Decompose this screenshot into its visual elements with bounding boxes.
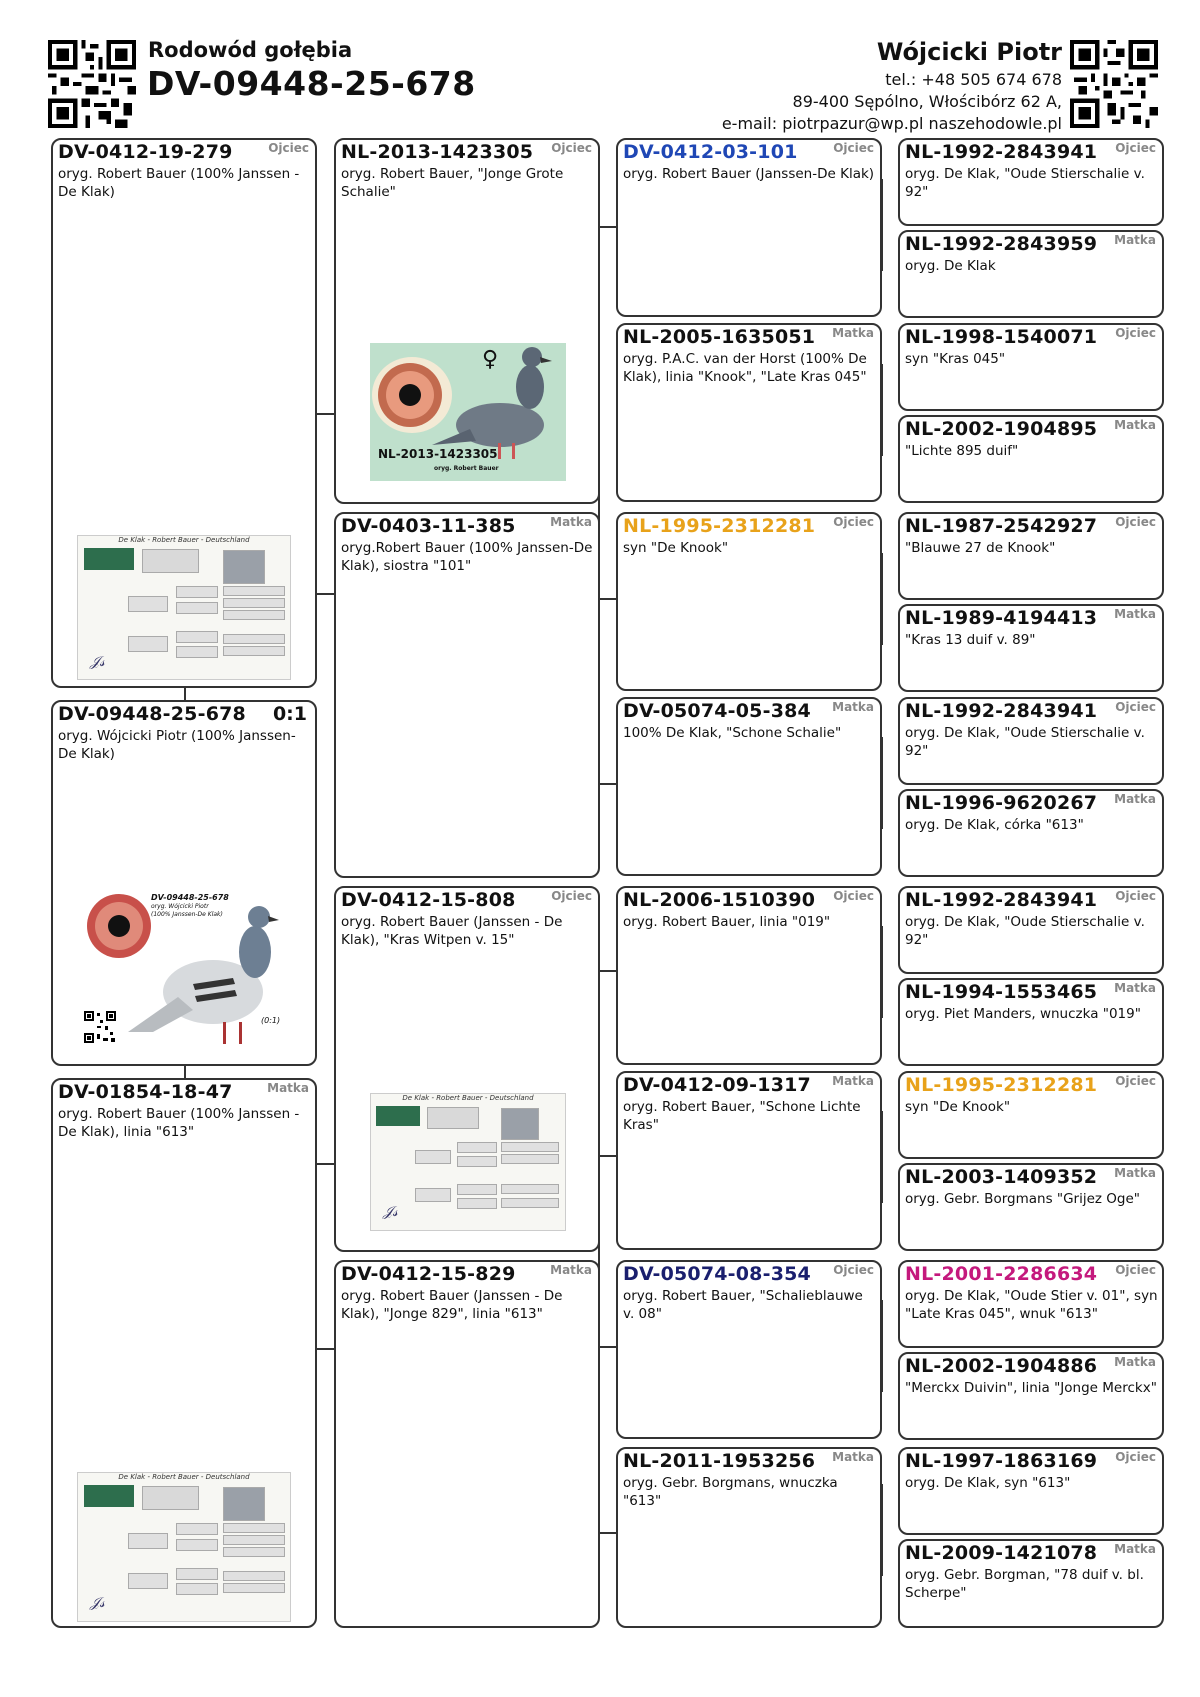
sex-label: Matka — [1114, 418, 1156, 432]
pedigree-card-g4-15[interactable] — [898, 1447, 1164, 1535]
pigeon-description: oryg. De Klak — [905, 258, 996, 274]
pigeon-description: oryg. De Klak, syn "613" — [905, 1475, 1071, 1491]
pigeon-description: oryg. Robert Bauer, "Schalieblauwe v. 08" — [623, 1288, 863, 1322]
ring-number: NL-2002-1904895 — [905, 418, 1098, 440]
owner-name: Wójcicki Piotr — [876, 38, 1062, 66]
ring-number: NL-1997-1863169 — [905, 1450, 1098, 1472]
subject-ring-heading: DV-09448-25-678 — [147, 64, 476, 103]
photo-owner-caption: oryg. Robert Bauer — [434, 465, 499, 472]
pedigree-certificate-image: De Klak - Robert Bauer - Deutschland 𝒥𝓈 — [370, 1093, 566, 1231]
photo-line-caption: (100% Janssen-De Klak) — [151, 911, 223, 918]
photo-ring-caption: DV-09448-25-678 — [151, 893, 229, 902]
sex-label: Ojciec — [1115, 141, 1156, 155]
ring-number: NL-2013-1423305 — [341, 141, 534, 163]
ring-number: NL-2001-2286634 — [905, 1263, 1098, 1285]
ring-number: DV-0412-03-101 — [623, 141, 798, 163]
owner-address: 89-400 Sępólno, Włościbórz 62 A, — [792, 92, 1062, 111]
pedigree-card-g4-4[interactable] — [898, 415, 1164, 503]
document-title: Rodowód gołębia — [148, 38, 353, 62]
pigeon-description: syn "De Knook" — [623, 540, 729, 556]
pedigree-card-g4-2[interactable] — [898, 230, 1164, 318]
pigeon-description: "Blauwe 27 de Knook" — [905, 540, 1056, 556]
pigeon-description: oryg. Piet Manders, wnuczka "019" — [905, 1006, 1141, 1022]
ring-number: DV-0412-19-279 — [58, 141, 233, 163]
pedigree-card-g4-13[interactable] — [898, 1260, 1164, 1348]
pedigree-card-g4-5[interactable] — [898, 512, 1164, 600]
sex-label: Ojciec — [1115, 326, 1156, 340]
pigeon-description: oryg. De Klak, "Oude Stierschalie v. 92" — [905, 725, 1145, 759]
ring-number: NL-2002-1904886 — [905, 1355, 1098, 1377]
sex-label: Matka — [267, 1081, 309, 1095]
score-label: 0:1 — [272, 703, 307, 725]
ring-number: NL-2011-1953256 — [623, 1450, 816, 1472]
pedigree-card-g3-5[interactable] — [616, 886, 882, 1065]
sex-label: Matka — [1114, 1542, 1156, 1556]
pedigree-card-g3-1[interactable] — [616, 138, 882, 317]
ring-number: NL-2005-1635051 — [623, 326, 816, 348]
pedigree-card-sire[interactable] — [51, 138, 317, 688]
pedigree-card-g2-1[interactable] — [334, 138, 600, 504]
pigeon-description: oryg. Gebr. Borgman, "78 duif v. bl. Scherpe" — [905, 1567, 1144, 1601]
pigeon-description: "Kras 13 duif v. 89" — [905, 632, 1036, 648]
sex-label: Matka — [1114, 1355, 1156, 1369]
pedigree-card-g2-4[interactable] — [334, 1260, 600, 1628]
ring-number: NL-2006-1510390 — [623, 889, 816, 911]
sex-label: Ojciec — [1115, 700, 1156, 714]
sex-label: Ojciec — [1115, 1263, 1156, 1277]
photo-score-caption: (0:1) — [261, 1016, 281, 1025]
pigeon-description: oryg. De Klak, "Oude Stierschalie v. 92" — [905, 914, 1145, 948]
pedigree-card-subject[interactable] — [51, 700, 317, 1066]
pedigree-card-dam[interactable] — [51, 1078, 317, 1628]
pigeon-description: oryg. Robert Bauer (Janssen-De Klak) — [623, 166, 875, 182]
sex-label: Ojciec — [1115, 1074, 1156, 1088]
sex-label: Ojciec — [268, 141, 309, 155]
pigeon-description: oryg. Robert Bauer (100% Janssen - De Klak) — [58, 166, 300, 200]
pigeon-description: oryg. P.A.C. van der Horst (100% De Klak), linia "Knook", "Late Kras 045" — [623, 351, 867, 385]
sex-label: Ojciec — [833, 141, 874, 155]
pedigree-card-g4-6[interactable] — [898, 604, 1164, 692]
pigeon-description: oryg. De Klak, "Oude Stier v. 01", syn "Late Kras 045", wnuk "613" — [905, 1288, 1158, 1322]
sex-label: Ojciec — [551, 889, 592, 903]
pedigree-card-g2-2[interactable] — [334, 512, 600, 878]
ring-number: DV-0412-15-829 — [341, 1263, 516, 1285]
owner-phone: tel.: +48 505 674 678 — [885, 70, 1062, 89]
ring-number: NL-2009-1421078 — [905, 1542, 1098, 1564]
pigeon-description: oryg. Gebr. Borgmans "Grijez Oge" — [905, 1191, 1141, 1207]
pedigree-card-g3-3[interactable] — [616, 512, 882, 691]
ring-number: DV-0412-09-1317 — [623, 1074, 811, 1096]
pedigree-card-g4-16[interactable] — [898, 1539, 1164, 1628]
sex-label: Matka — [832, 1450, 874, 1464]
pedigree-card-g2-3[interactable] — [334, 886, 600, 1252]
sex-label: Ojciec — [1115, 889, 1156, 903]
sex-label: Matka — [1114, 1166, 1156, 1180]
owner-email: e-mail: piotrpazur@wp.pl naszehodowle.pl — [721, 114, 1062, 133]
ring-number: NL-1998-1540071 — [905, 326, 1098, 348]
sex-label: Matka — [1114, 792, 1156, 806]
pedigree-card-g4-8[interactable] — [898, 789, 1164, 877]
pigeon-description: oryg. Robert Bauer, linia "019" — [623, 914, 831, 930]
pedigree-card-g4-7[interactable] — [898, 697, 1164, 785]
pigeon-description: syn "De Knook" — [905, 1099, 1011, 1115]
pigeon-description: oryg. Wójcicki Piotr (100% Janssen-De Klak) — [58, 728, 296, 762]
qr-code-icon — [1070, 40, 1158, 128]
pigeon-description: "Merckx Duivin", linia "Jonge Merckx" — [905, 1380, 1157, 1396]
ring-number: NL-1992-2843941 — [905, 141, 1098, 163]
pedigree-card-g4-14[interactable] — [898, 1352, 1164, 1440]
ring-number: NL-1992-2843941 — [905, 700, 1098, 722]
pedigree-card-g3-6[interactable] — [616, 1071, 882, 1250]
female-symbol: ♀ — [482, 347, 499, 372]
sex-label: Matka — [832, 326, 874, 340]
pigeon-description: oryg. De Klak, córka "613" — [905, 817, 1084, 833]
ring-number: NL-1992-2843941 — [905, 889, 1098, 911]
ring-number: NL-2003-1409352 — [905, 1166, 1098, 1188]
pigeon-description: syn "Kras 045" — [905, 351, 1006, 367]
pigeon-description: oryg. De Klak, "Oude Stierschalie v. 92" — [905, 166, 1145, 200]
pigeon-description: 100% De Klak, "Schone Schalie" — [623, 725, 842, 741]
ring-number: NL-1987-2542927 — [905, 515, 1098, 537]
pedigree-certificate-image: De Klak - Robert Bauer - Deutschland 𝒥𝓈 — [77, 1472, 291, 1622]
sex-label: Matka — [1114, 607, 1156, 621]
qr-code-icon — [48, 40, 136, 128]
photo-owner-caption: oryg. Wójcicki Piotr — [151, 903, 209, 910]
pedigree-card-g4-11[interactable] — [898, 1071, 1164, 1159]
sex-label: Matka — [550, 1263, 592, 1277]
ring-number: NL-1996-9620267 — [905, 792, 1098, 814]
pigeon-description: "Lichte 895 duif" — [905, 443, 1019, 459]
sex-label: Ojciec — [833, 515, 874, 529]
sex-label: Matka — [832, 1074, 874, 1088]
pedigree-certificate-image: De Klak - Robert Bauer - Deutschland 𝒥𝓈 — [77, 535, 291, 680]
ring-number: DV-01854-18-47 — [58, 1081, 233, 1103]
photo-ring-caption: NL-2013-1423305 — [378, 447, 498, 461]
pigeon-description: oryg. Robert Bauer (100% Janssen - De Klak), linia "613" — [58, 1106, 300, 1140]
pigeon-description: oryg. Robert Bauer (Janssen - De Klak), "Jonge 829", linia "613" — [341, 1288, 563, 1322]
pigeon-photo — [370, 343, 566, 481]
pedigree-card-g4-12[interactable] — [898, 1163, 1164, 1251]
pedigree-card-g4-3[interactable] — [898, 323, 1164, 411]
pigeon-description: oryg. Gebr. Borgmans, wnuczka "613" — [623, 1475, 838, 1509]
sex-label: Matka — [832, 700, 874, 714]
sex-label: Matka — [1114, 233, 1156, 247]
ring-number: NL-1994-1553465 — [905, 981, 1098, 1003]
ring-number: NL-1992-2843959 — [905, 233, 1098, 255]
pedigree-card-g4-9[interactable] — [898, 886, 1164, 974]
ring-number: DV-09448-25-678 — [58, 703, 246, 725]
ring-number: DV-0403-11-385 — [341, 515, 516, 537]
ring-number: NL-1995-2312281 — [623, 515, 816, 537]
sex-label: Ojciec — [551, 141, 592, 155]
pigeon-description: oryg. Robert Bauer, "Schone Lichte Kras" — [623, 1099, 861, 1133]
pedigree-card-g3-2[interactable] — [616, 323, 882, 502]
sex-label: Ojciec — [1115, 515, 1156, 529]
pedigree-card-g3-8[interactable] — [616, 1447, 882, 1628]
sex-label: Ojciec — [1115, 1450, 1156, 1464]
sex-label: Matka — [1114, 981, 1156, 995]
ring-number: NL-1989-4194413 — [905, 607, 1098, 629]
subject-pigeon-photo — [83, 892, 283, 1052]
ring-number: DV-05074-05-384 — [623, 700, 811, 722]
sex-label: Ojciec — [833, 889, 874, 903]
sex-label: Matka — [550, 515, 592, 529]
ring-number: DV-05074-08-354 — [623, 1263, 811, 1285]
pigeon-description: oryg.Robert Bauer (100% Janssen-De Klak), siostra "101" — [341, 540, 593, 574]
pedigree-card-g3-4[interactable] — [616, 697, 882, 876]
ring-number: NL-1995-2312281 — [905, 1074, 1098, 1096]
ring-number: DV-0412-15-808 — [341, 889, 516, 911]
pedigree-card-g4-1[interactable] — [898, 138, 1164, 226]
pigeon-description: oryg. Robert Bauer, "Jonge Grote Schalie" — [341, 166, 564, 200]
pedigree-card-g4-10[interactable] — [898, 978, 1164, 1066]
pigeon-description: oryg. Robert Bauer (Janssen - De Klak), "Kras Witpen v. 15" — [341, 914, 563, 948]
sex-label: Ojciec — [833, 1263, 874, 1277]
pedigree-card-g3-7[interactable] — [616, 1260, 882, 1439]
